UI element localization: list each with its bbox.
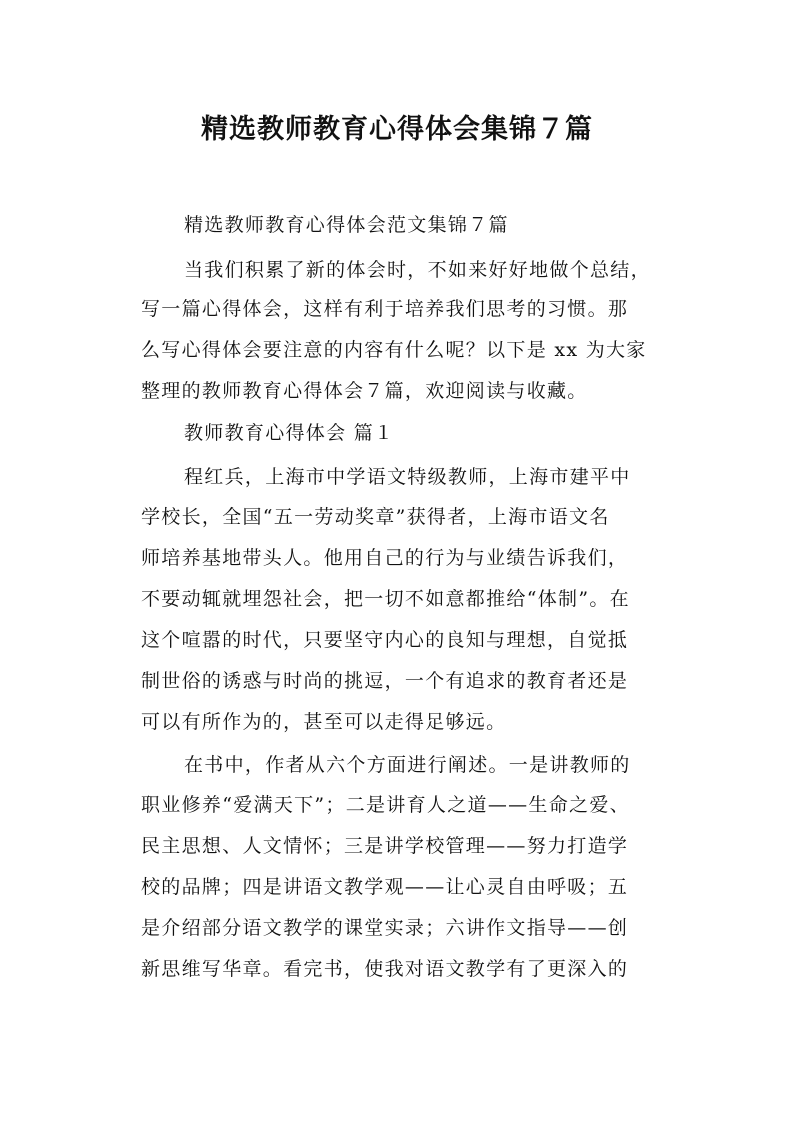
paragraph-line: 这个喧嚣的时代，只要坚守内心的良知与理想，自觉抵 [141, 629, 629, 651]
paragraph-line: 职业修养“爱满天下”；二是讲育人之道——生命之爱、 [141, 794, 630, 816]
paragraph-line: 校的品牌；四是讲语文教学观——让心灵自由呼吸；五 [141, 876, 629, 898]
section-heading: 教师教育心得体会 篇１ [184, 422, 395, 444]
subtitle-line: 精选教师教育心得体会范文集锦７篇 [184, 214, 509, 236]
paragraph-line: 不要动辄就埋怨社会，把一切不如意都推给“体制”。在 [141, 588, 630, 610]
paragraph-line: 师培养基地带头人。他用自己的行为与业绩告诉我们， [141, 547, 629, 569]
paragraph-line: 当我们积累了新的体会时，不如来好好地做个总结， [184, 259, 651, 281]
paragraph-line: 可以有所作为的，甚至可以走得足够远。 [141, 711, 507, 733]
paragraph-line: 民主思想、人文情怀；三是讲学校管理——努力打造学 [141, 835, 629, 857]
paragraph-line: 学校长，全国“五一劳动奖章”获得者，上海市语文名 [141, 506, 610, 528]
page-title: 精选教师教育心得体会集锦７篇 [201, 114, 593, 145]
paragraph-line: 在书中，作者从六个方面进行阐述。一是讲教师的 [184, 754, 631, 776]
paragraph-line: 程红兵，上海市中学语文特级教师，上海市建平中 [184, 466, 631, 488]
paragraph-line: 写一篇心得体会，这样有利于培养我们思考的习惯。那 [141, 298, 629, 320]
paragraph-line: 么写心得体会要注意的内容有什么呢？以下是 xx 为大家 [141, 339, 647, 361]
paragraph-line: 是介绍部分语文教学的课堂实录；六讲作文指导——创 [141, 917, 629, 939]
paragraph-line: 新思维写华章。看完书，使我对语文教学有了更深入的 [141, 958, 629, 980]
paragraph-line: 整理的教师教育心得体会７篇，欢迎阅读与收藏。 [141, 380, 588, 402]
paragraph-line: 制世俗的诱惑与时尚的挑逗，一个有追求的教育者还是 [141, 670, 629, 692]
